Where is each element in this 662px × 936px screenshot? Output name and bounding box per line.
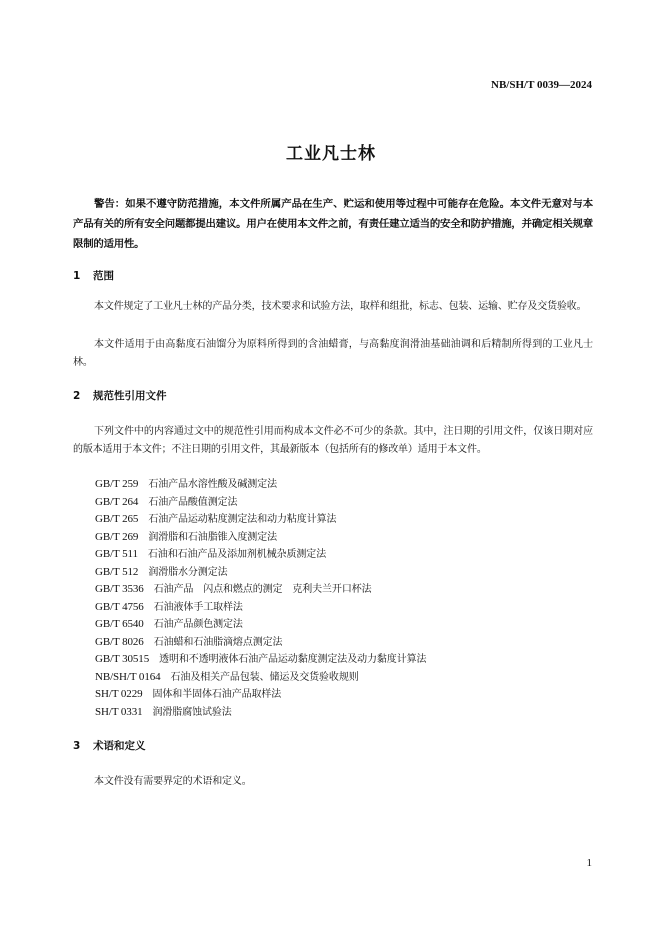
reference-code: GB/T 512 (95, 565, 139, 578)
reference-code: GB/T 4756 (95, 600, 144, 613)
reference-code: GB/T 511 (95, 548, 138, 560)
reference-title: 透明和不透明液体石油产品运动黏度测定法及动力黏度计算法 (159, 654, 427, 665)
reference-title: 石油产品运动粘度测定法和动力粘度计算法 (148, 514, 337, 525)
section-3-paragraph-1: 本文件没有需要界定的术语和定义。 (94, 776, 252, 787)
reference-title: 润滑脂水分测定法 (148, 566, 228, 578)
reference-item (95, 529, 426, 547)
reference-item (95, 651, 426, 669)
reference-title: 石油和石油产品及添加剂机械杂质测定法 (147, 549, 327, 560)
page-number: 1 (586, 857, 592, 869)
reference-title: 石油产品水溶性酸及碱测定法 (148, 479, 278, 490)
section-1-paragraph-2: 本文件适用于由高黏度石油馏分为原料所得到的含油蜡膏，与高黏度润滑油基础油调和后精制所得到的工业凡士林。 (73, 339, 593, 368)
reference-title: 石油产品酸值测定法 (148, 496, 238, 508)
reference-item (95, 704, 426, 722)
section-1-heading (73, 268, 114, 284)
section-title: 术语和定义 (93, 740, 146, 752)
section-3-heading (73, 738, 146, 754)
section-number: 3 (73, 740, 81, 752)
reference-code: GB/T 259 (95, 478, 139, 490)
reference-item (95, 564, 426, 582)
reference-item (95, 599, 426, 617)
reference-title: 石油蜡和石油脂滴熔点测定法 (153, 636, 283, 648)
reference-code: GB/T 3536 (95, 583, 144, 595)
reference-code: GB/T 265 (95, 513, 139, 525)
reference-item (95, 616, 426, 634)
standard-code: NB/SH/T 0039—2024 (491, 79, 592, 91)
section-number: 2 (73, 390, 81, 402)
reference-code: GB/T 30515 (95, 653, 150, 665)
reference-code: NB/SH/T 0164 (95, 670, 161, 683)
reference-item (95, 669, 426, 687)
reference-title: 石油产品 闪点和燃点的测定 克利夫兰开口杯法 (153, 584, 372, 595)
reference-title: 润滑脂腐蚀试验法 (152, 706, 232, 718)
reference-item (95, 511, 426, 529)
reference-code: GB/T 8026 (95, 635, 144, 648)
section-2-paragraph-1: 下列文件中的内容通过文中的规范性引用而构成本文件必不可少的条款。其中，注日期的引用文件，仅该日期对应的版本适用于本文件；不注日期的引用文件，其最新版本（包括所有的修改单）适用于本文件。 (73, 426, 593, 455)
reference-title: 石油产品颜色测定法 (153, 619, 243, 630)
reference-code: SH/T 0229 (95, 688, 143, 700)
reference-item (95, 686, 426, 704)
section-title: 规范性引用文件 (93, 390, 167, 402)
section-2-heading (73, 388, 167, 404)
reference-title: 固体和半固体石油产品取样法 (152, 689, 282, 700)
reference-title: 润滑脂和石油脂锥入度测定法 (148, 531, 278, 543)
reference-item (95, 494, 426, 512)
warning-paragraph: 警告：如果不遵守防范措施，本文件所属产品在生产、贮运和使用等过程中可能存在危险。本文件无意对与本产品有关的所有安全问题都提出建议。用户在使用本文件之前，有责任建立适当的安全和防护措施，并确定相关规章限制的适用性。 (73, 198, 593, 250)
reference-title: 石油液体手工取样法 (153, 601, 243, 613)
reference-item (95, 476, 426, 494)
page-title: 工业凡士林 (286, 144, 376, 164)
reference-title: 石油及相关产品包装、储运及交货验收规则 (170, 671, 359, 683)
reference-code: GB/T 6540 (95, 618, 144, 630)
reference-code: GB/T 264 (95, 495, 139, 508)
normative-reference-list (95, 476, 426, 721)
section-1-paragraph-1: 本文件规定了工业凡士林的产品分类，技术要求和试验方法，取样和组批，标志、包装、运输、贮存及交货验收。 (94, 301, 587, 312)
section-number: 1 (73, 270, 81, 282)
reference-code: SH/T 0331 (95, 705, 143, 718)
reference-item (95, 581, 426, 599)
section-title: 范围 (93, 270, 114, 282)
reference-code: GB/T 269 (95, 530, 139, 543)
reference-item (95, 546, 426, 564)
reference-item (95, 634, 426, 652)
